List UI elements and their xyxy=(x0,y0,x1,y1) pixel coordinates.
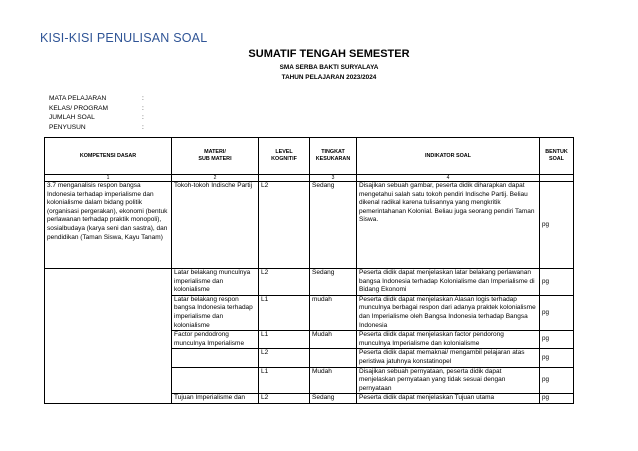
level-cell: L2 xyxy=(259,349,310,367)
header-indikator: INDIKATOR SOAL xyxy=(357,138,540,175)
tingkat-cell: mudah xyxy=(310,295,357,330)
meta-colon: : xyxy=(142,123,144,131)
header-level xyxy=(259,138,310,175)
meta-row-author xyxy=(49,123,152,133)
bentuk-cell: pg xyxy=(540,331,574,349)
materi-cell xyxy=(172,367,259,394)
indikator-cell: Peserta didik dapat menjelaskan Tujuan utama xyxy=(357,394,540,404)
level-cell: L1 xyxy=(259,367,310,394)
column-number-row xyxy=(45,175,574,182)
level-cell: L2 xyxy=(259,269,310,296)
table-row xyxy=(45,269,574,296)
level-cell: L1 xyxy=(259,295,310,330)
table-header-row xyxy=(45,138,574,175)
materi-cell: Tokoh-tokoh Indische Partij xyxy=(172,182,259,269)
bentuk-cell: pg xyxy=(540,349,574,367)
column-number xyxy=(259,175,310,182)
meta-row-count xyxy=(49,113,152,123)
meta-label: JUMLAH SOAL xyxy=(49,114,95,122)
indikator-cell: Disajikan sebuah pernyataan, peserta didik dapat menjelaskan pernyataan yang tidak sesuai dengan pernyataan xyxy=(357,367,540,394)
indikator-cell: Peserta diidk dapat menjelaskan Alasan logis terhadap munculnya berbagai respon dari adanya praktek kolonialisme dan Imperialisme oleh Bangsa Indonesia terhadap Bangsa Indonesia xyxy=(357,295,540,330)
tingkat-cell: Mudah xyxy=(310,331,357,349)
tingkat-cell xyxy=(310,349,357,367)
bentuk-cell: pg xyxy=(540,394,574,404)
school-name: SMA SERBA BAKTI SURYALAYA xyxy=(279,64,379,71)
header-line: TINGKAT xyxy=(321,149,345,155)
materi-cell: Latar belakang munculnya imperialisme dan kolonialisme xyxy=(172,269,259,296)
document-heading: KISI-KISI PENULISAN SOAL xyxy=(40,31,208,45)
meta-row-subject xyxy=(49,94,152,104)
header-materi xyxy=(172,138,259,175)
metadata-block xyxy=(49,94,152,132)
level-cell: L1 xyxy=(259,331,310,349)
tingkat-cell: Mudah xyxy=(310,367,357,394)
indikator-cell: Peserta didik dapat menjelaskan latar belakang perlawanan bangsa Indonesia terhadap Kolonialisme dan Imperialisme di Bidang Ekonomi xyxy=(357,269,540,296)
bentuk-cell: pg xyxy=(540,295,574,330)
header-line: KESUKARAN xyxy=(315,156,351,162)
academic-year: TAHUN PELAJARAN 2023/2024 xyxy=(281,74,377,81)
materi-cell: Tujuan Imperialisme dan xyxy=(172,394,259,404)
tingkat-cell: Sedang xyxy=(310,269,357,296)
header-kompetensi-dasar: KOMPETENSI DASAR xyxy=(45,138,172,175)
meta-row-class xyxy=(49,104,152,114)
meta-colon: : xyxy=(142,104,144,112)
indikator-cell: Peserta didik dapat memaknai/ mengambil pelajaran atas peristiwa jatuhnya konstatinopel xyxy=(357,349,540,367)
header-bentuk xyxy=(540,138,574,175)
materi-cell xyxy=(172,349,259,367)
meta-label: PENYUSUN xyxy=(49,123,86,131)
kompetensi-dasar-cell-cont xyxy=(45,269,172,404)
kisi-kisi-table xyxy=(44,137,574,404)
header-line: LEVEL xyxy=(275,149,293,155)
materi-cell: Factor pendodrong munculnya Imperialisme xyxy=(172,331,259,349)
header-line: KOGNITIF xyxy=(271,156,297,162)
tingkat-cell: Sedang xyxy=(310,182,357,269)
level-cell: L2 xyxy=(259,394,310,404)
header-line: SUB MATERI xyxy=(198,156,232,162)
tingkat-cell: Sedang xyxy=(310,394,357,404)
level-cell: L2 xyxy=(259,182,310,269)
indikator-cell: Peserta diidk dapat menjelaskan factor pendorong munculnya Imperialisme dan kolonialisme xyxy=(357,331,540,349)
column-number: 4 xyxy=(357,175,540,182)
column-number: 2 xyxy=(172,175,259,182)
kompetensi-dasar-cell: 3.7 menganalisis respon bangsa Indonesia terhadap imperialisme dan kolonialisme dalam bidang politik (organisasi pergerakan), ekonomi (bentuk perlawanan terhadap praktik monopoli), sosialbudaya (karya seni dan sastra), dan pendidikan (Taman Siswa, Kayu Tanam) xyxy=(45,182,172,269)
header-line: BENTUK xyxy=(545,149,568,155)
bentuk-cell: pg xyxy=(540,367,574,394)
header-tingkat xyxy=(310,138,357,175)
column-number: 3 xyxy=(310,175,357,182)
meta-colon: : xyxy=(142,95,144,102)
table-row xyxy=(45,182,574,269)
header-line: MATERI/ xyxy=(204,149,226,155)
column-number xyxy=(540,175,574,182)
materi-cell: Latar belakang respon bangsa Indonesia terhadap imperialisme dan kolonialisme xyxy=(172,295,259,330)
meta-label: MATA PELAJARAN xyxy=(49,95,107,102)
header-line: SOAL xyxy=(549,156,564,162)
column-number: 1 xyxy=(45,175,172,182)
exam-title: SUMATIF TENGAH SEMESTER xyxy=(248,48,410,60)
meta-label: KELAS/ PROGRAM xyxy=(49,104,108,112)
indikator-cell: Disajikan sebuah gambar, peserta didik diharapkan dapat mengetahui salah satu tokoh pendiri Indische Partij. Beliau dikenal radikal karena tulisannya yang mengkritik pemerintahanan Kolonial. Beliau juga seorang pendiri Taman Siswa. xyxy=(357,182,540,269)
meta-colon: : xyxy=(142,114,144,122)
bentuk-cell: pg xyxy=(540,182,574,269)
bentuk-cell: pg xyxy=(540,269,574,296)
